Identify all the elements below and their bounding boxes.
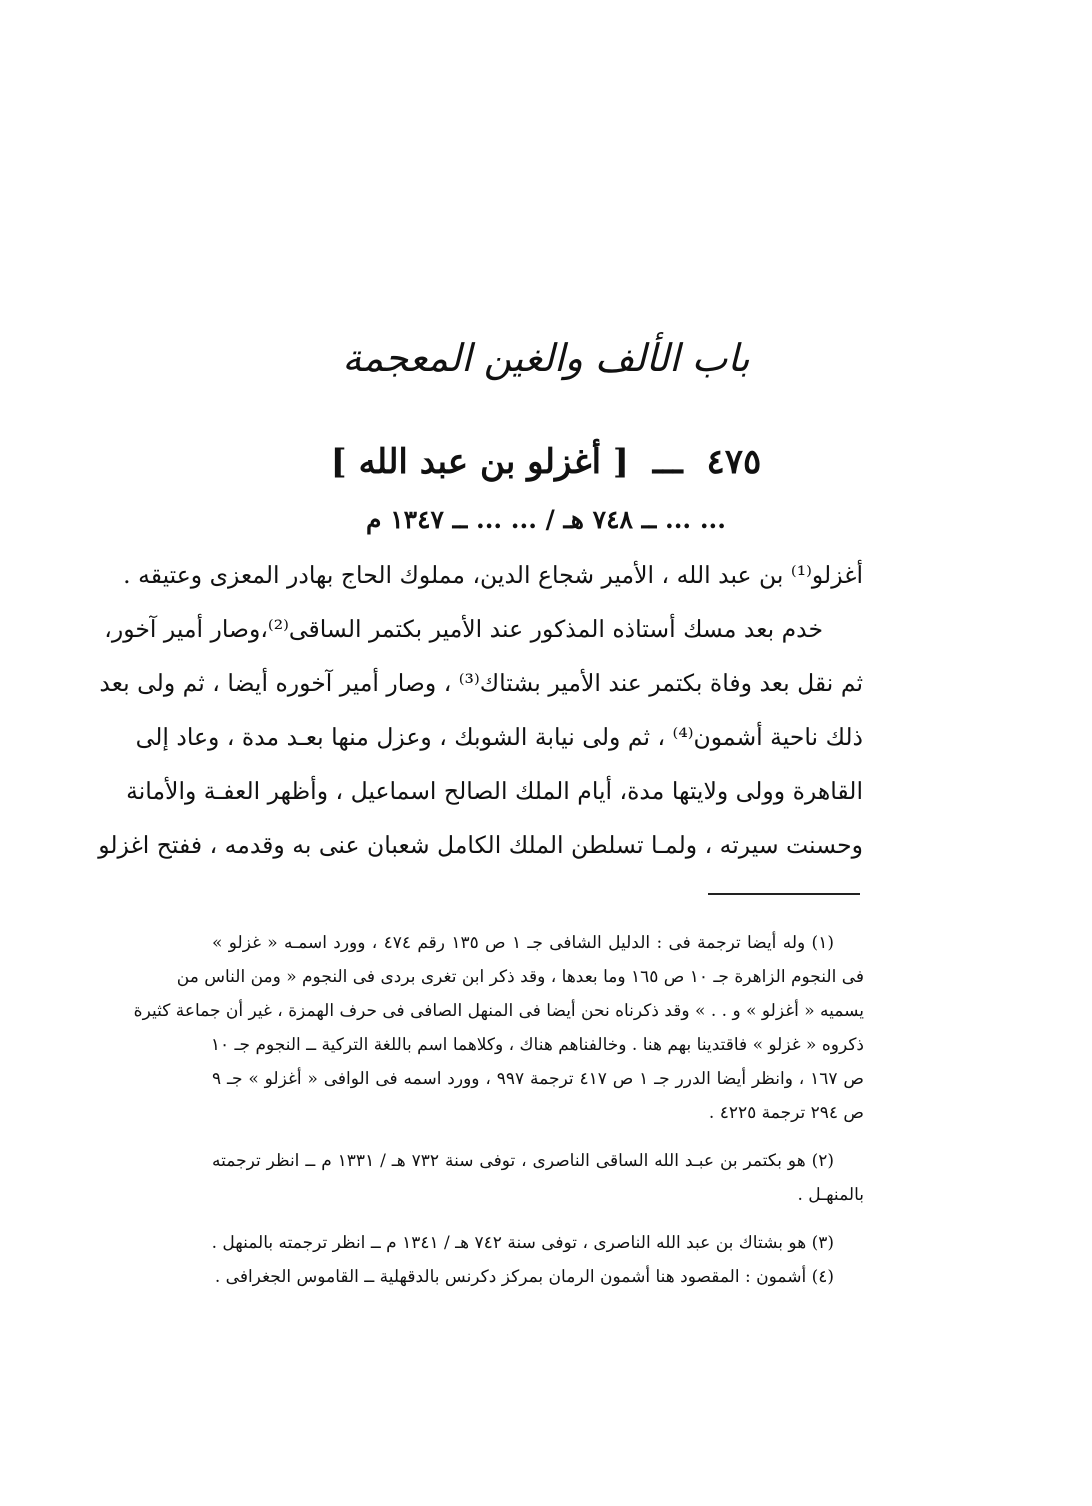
body-line: خدم بعد مسك أستاذه المذكور عند الأمير بكتمر الساقى⁽²⁾،وصار أمير آخور، bbox=[104, 615, 823, 643]
body-text bbox=[98, 548, 863, 872]
footnote-line: (١) وله أيضا ترجمة فى : الدليل الشافى جـ ١ ص ١٣٥ رقم ٤٧٤ ، وورد اسمـه « غزلو » bbox=[212, 933, 834, 953]
entry-number: ٤٧٥ bbox=[706, 442, 762, 482]
footnote-2 bbox=[212, 1144, 864, 1212]
footnote-3 bbox=[212, 1226, 864, 1260]
entry-name: [ أغزلو بن عبد الله ] bbox=[330, 442, 629, 482]
footnote-line: (٣) هو بشتاك بن عبد الله الناصرى ، توفى سنة ٧٤٢ هـ / ١٣٤١ م ــ انظر ترجمته بالمنهل . bbox=[211, 1233, 834, 1253]
footnote-line: فى النجوم الزاهرة جـ ١٠ ص ١٦٥ وما بعدها ، وقد ذكر ابن تغرى بردى فى النجوم « ومن الناس من bbox=[176, 967, 864, 987]
footnote-line: ص ١٦٧ ، وانظر أيضا الدرر جـ ١ ص ٤١٧ ترجمة ٩٩٧ ، وورد اسمه فى الوافى « أغزلو » جـ ٩ bbox=[212, 1069, 864, 1089]
body-line: ذلك ناحية أشمون⁽⁴⁾ ، ثم ولى نيابة الشوبك ، وعزل منها بعـد مدة ، وعاد إلى bbox=[135, 723, 863, 751]
body-line: ثم نقل بعد وفاة بكتمر عند الأمير بشتاك⁽³⁾ ، وصار أمير آخوره أيضا ، ثم ولى بعد bbox=[99, 669, 863, 697]
footnote-line: ذكروه « غزلو » فاقتدينا بهم هنا . وخالفناهم هناك ، وكلاهما اسم باللغة التركية ــ النجوم جـ ١٠ bbox=[210, 1035, 864, 1055]
footnote-line: يسميه « أغزلو » و . . » وقد ذكرناه نحن أيضا فى المنهل الصافى فى حرف الهمزة ، غير أن جماعة كثيرة bbox=[133, 1001, 864, 1021]
chapter-heading: باب الألف والغين المعجمة bbox=[342, 336, 750, 380]
footnotes bbox=[133, 926, 864, 1294]
footnote-line: بالمنهـل . bbox=[797, 1185, 864, 1205]
body-line: أغزلو⁽¹⁾ بن عبد الله ، الأمير شجاع الدين، مملوك الحاج بهادر المعزى وعتيقه . bbox=[123, 561, 863, 589]
footnote-divider bbox=[708, 893, 860, 895]
body-line: القاهرة وولى ولايتها مدة، أيام الملك الصالح اسماعيل ، وأظهر العفـة والأمانة bbox=[126, 777, 863, 805]
body-line: وحسنت سيرته ، ولمـا تسلطن الملك الكامل شعبان عنى به وقدمه ، ففتح اغزلو bbox=[98, 831, 863, 859]
footnote-1 bbox=[133, 926, 864, 1130]
footnote-line: (٢) هو بكتمر بن عبـد الله الساقى الناصرى ، توفى سنة ٧٣٢ هـ / ١٣٣١ م ــ انظر ترجمته bbox=[212, 1151, 835, 1171]
footnote-line: ص ٢٩٤ ترجمة ٤٢٢٥ . bbox=[708, 1103, 864, 1123]
footnote-4 bbox=[212, 1260, 864, 1294]
entry-title bbox=[0, 442, 1092, 482]
entry-dates: ... ... ــ ٧٤٨ هـ / ... ... ــ ١٣٤٧ م bbox=[366, 505, 726, 534]
footnote-line: (٤) أشمون : المقصود هنا أشمون الرمان بمركز دكرنس بالدقهلية ــ القاموس الجغرافى . bbox=[214, 1267, 834, 1287]
entry-dash: ـــ bbox=[652, 442, 683, 482]
